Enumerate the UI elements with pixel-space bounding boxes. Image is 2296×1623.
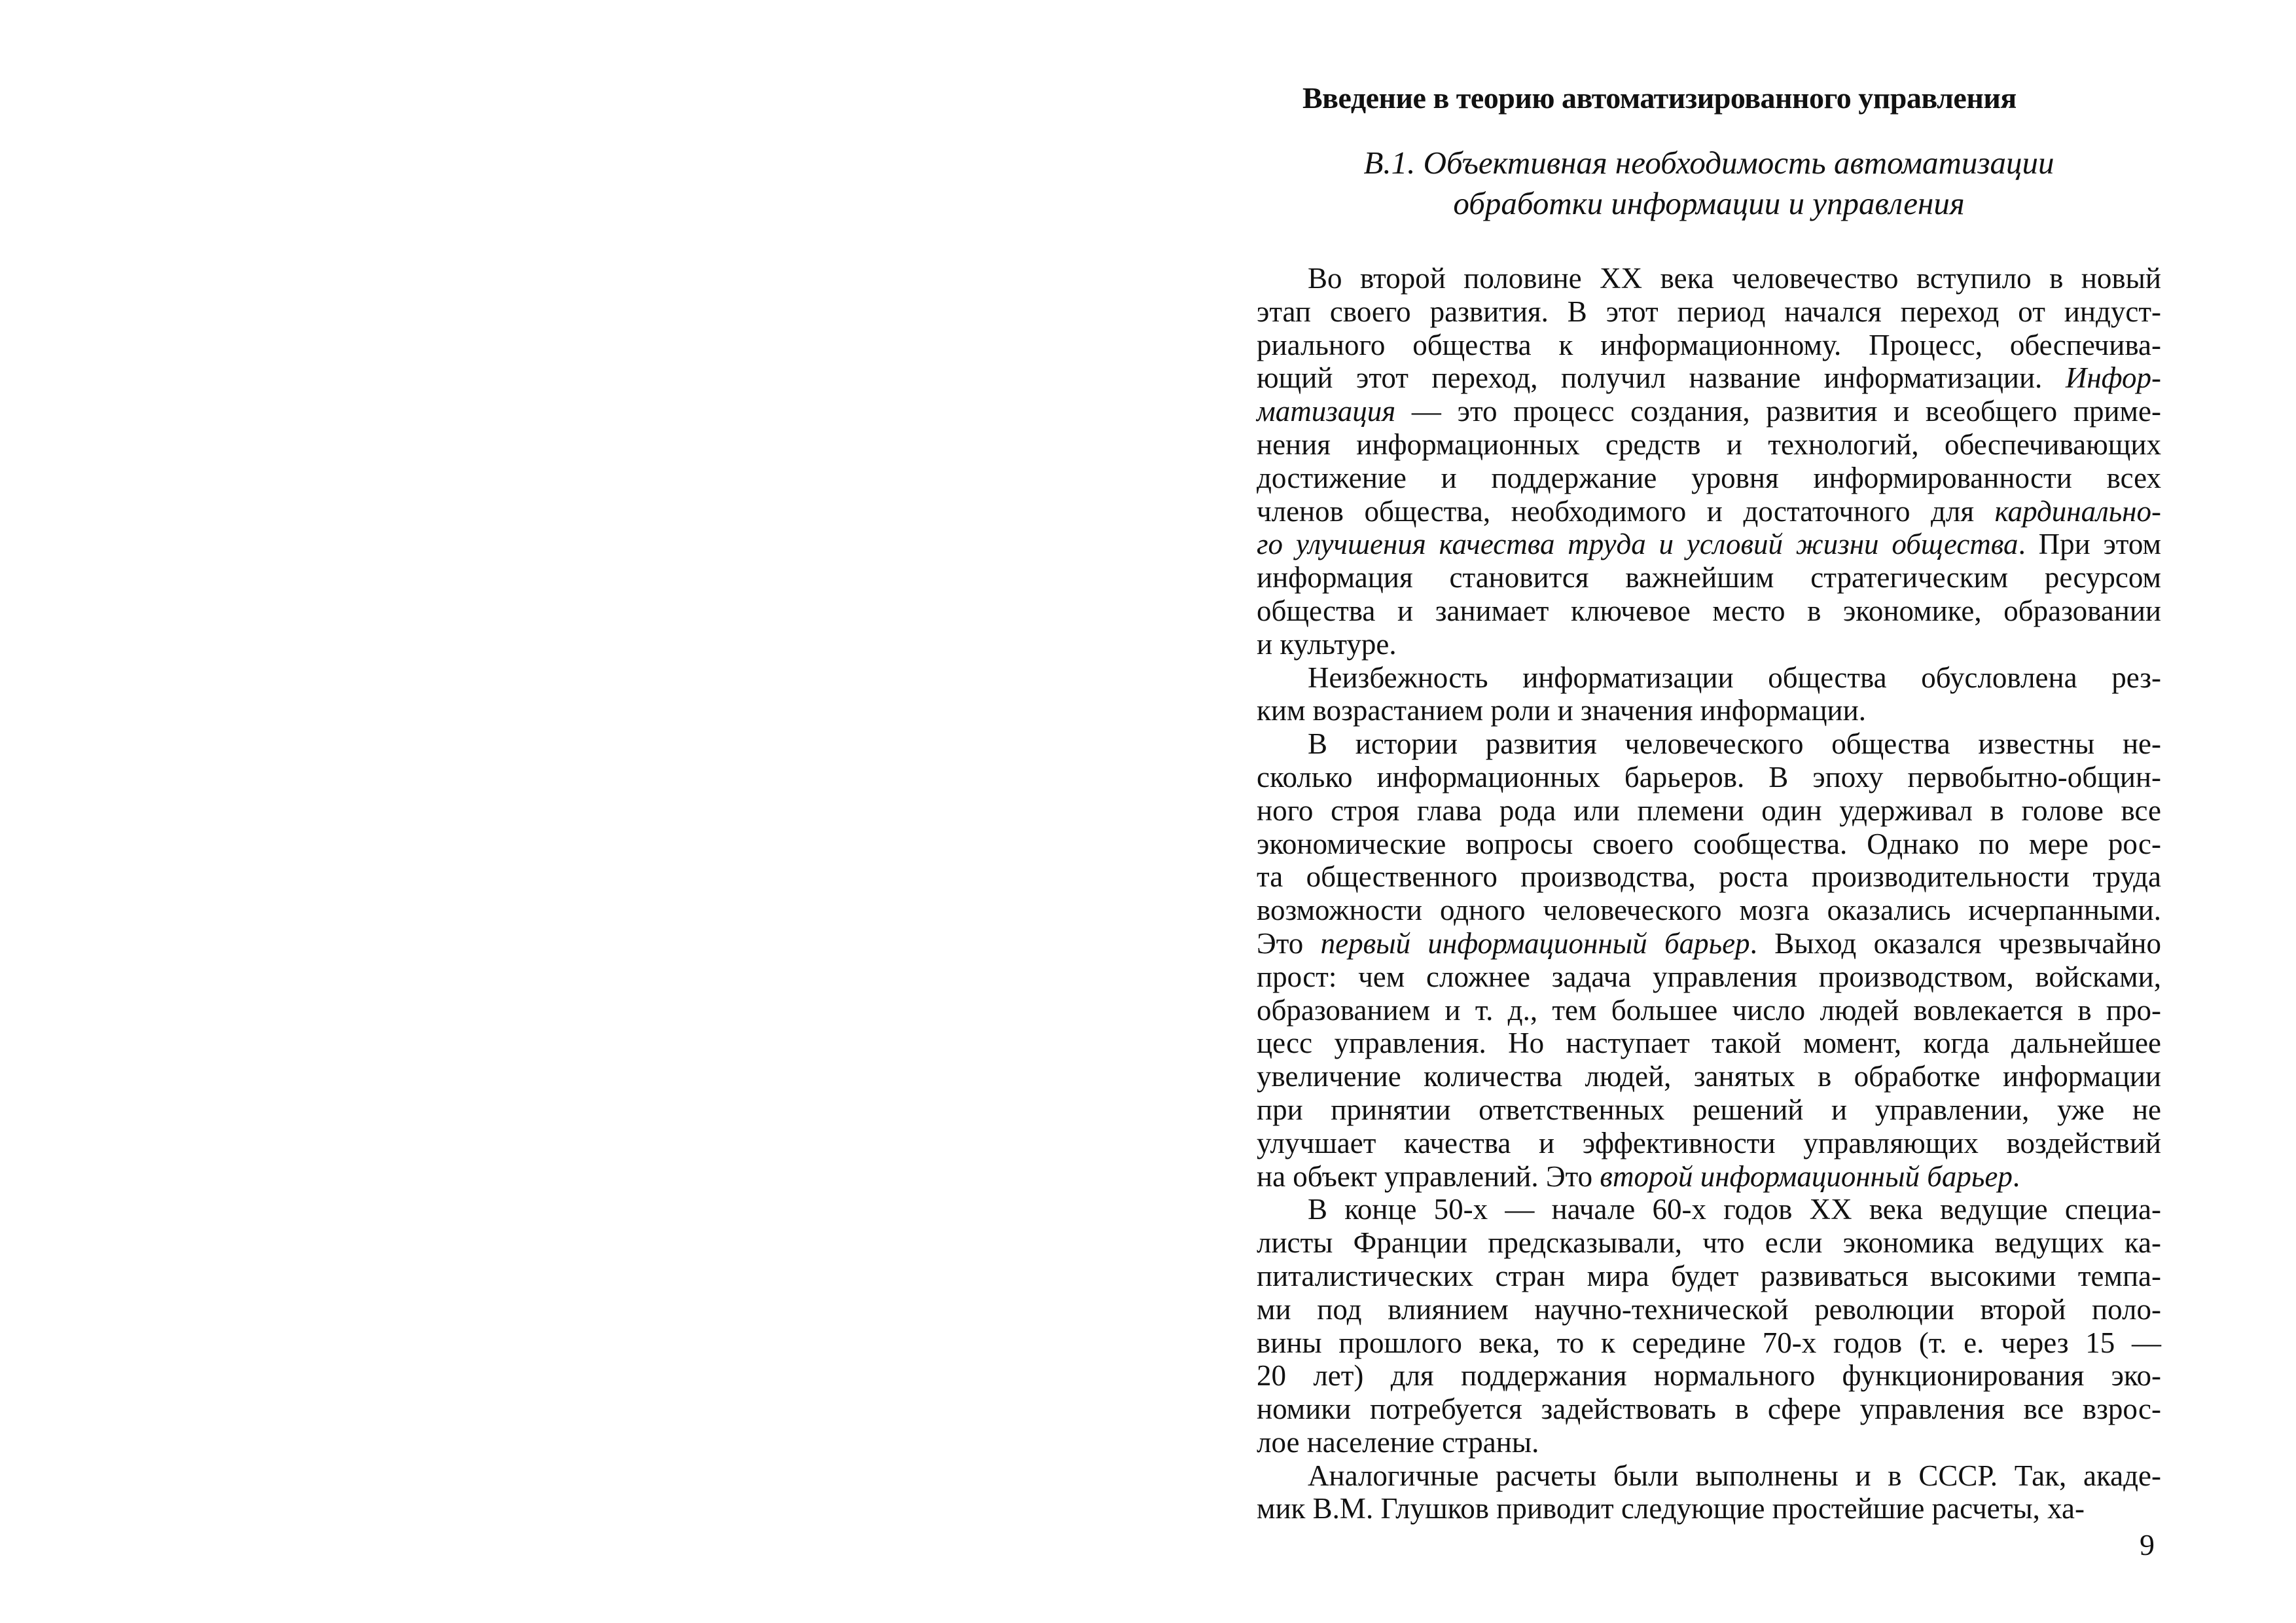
text-line (1257, 462, 2161, 495)
text-run: достижение и поддержание уровня информированности всех (1257, 461, 2161, 494)
text-line (1257, 1359, 2161, 1393)
text-line (1257, 1426, 2161, 1459)
text-line (1257, 628, 2161, 661)
emphasized-term: первый информационный барьер (1320, 926, 1750, 960)
text-line (1257, 1492, 2161, 1525)
text-run: В истории развития человеческого общества известны не- (1308, 727, 2161, 761)
text-line (1257, 561, 2161, 594)
text-line (1257, 361, 2161, 395)
text-line (1257, 1093, 2161, 1127)
text-line (1257, 927, 2161, 960)
text-run: — это процесс создания, развития и всеобщего приме- (1395, 395, 2161, 428)
text-line (1257, 1193, 2161, 1226)
emphasized-term: Инфор- (2065, 361, 2161, 395)
text-line (1257, 295, 2161, 329)
emphasized-term: второй информационный барьер (1600, 1159, 2013, 1193)
text-run: Аналогичные расчеты были выполнены и в СССР. Так, акаде- (1308, 1459, 2161, 1492)
text-run: общества и занимает ключевое место в экономике, образовании (1257, 594, 2161, 627)
text-line (1257, 761, 2161, 794)
paragraph (1257, 262, 2161, 661)
text-line (1257, 1393, 2161, 1426)
text-line (1257, 694, 2161, 727)
section-title-line: обработки информации и управления (1453, 185, 1965, 221)
paragraph (1257, 1459, 2161, 1526)
text-run: Во второй половине XX века человечество вступило в новый (1308, 262, 2161, 295)
text-run: сколько информационных барьеров. В эпоху первобытно-общин- (1257, 760, 2161, 793)
section-title-line: В.1. Объективная необходимость автоматизации (1363, 145, 2054, 181)
text-line (1257, 828, 2161, 861)
paragraph (1257, 1193, 2161, 1459)
text-run: листы Франции предсказывали, что если экономика ведущих ка- (1257, 1226, 2161, 1260)
text-run: Это (1257, 926, 1321, 960)
text-line (1257, 1160, 2161, 1194)
text-line (1257, 960, 2161, 994)
text-line (1257, 1127, 2161, 1160)
text-line (1257, 262, 2161, 295)
paragraph (1257, 661, 2161, 728)
text-line (1257, 528, 2161, 561)
text-line (1257, 994, 2161, 1027)
text-run: возможности одного человеческого мозга оказались исчерпанными. (1257, 894, 2161, 927)
text-run: при принятии ответственных решений и управлении, уже не (1257, 1093, 2161, 1126)
text-line (1257, 661, 2161, 695)
text-run: цесс управления. Но наступает такой момент, когда дальнейшее (1257, 1027, 2161, 1060)
text-run: членов общества, необходимого и достаточного для (1257, 494, 1995, 528)
text-run: Неизбежность информатизации общества обусловлена рез- (1308, 661, 2161, 694)
text-run: образованием и т. д., тем большее число людей вовлекается в про- (1257, 993, 2161, 1027)
text-run: лое население страны. (1257, 1425, 1539, 1459)
text-run: экономические вопросы своего сообщества. Однако по мере рос- (1257, 827, 2161, 860)
text-run: улучшает качества и эффективности управляющих воздействий (1257, 1126, 2161, 1159)
text-line (1257, 894, 2161, 927)
text-line (1257, 428, 2161, 462)
body-text (1257, 262, 2161, 1525)
text-run: ного строя глава рода или племени один удерживал в голове все (1257, 793, 2161, 827)
text-run: увеличение количества людей, занятых в обработке информации (1257, 1060, 2161, 1093)
emphasized-term: кардинально- (1994, 494, 2161, 528)
text-run: ким возрастанием роли и значения информации. (1257, 694, 1866, 727)
text-run: вины прошлого века, то к середине 70-х годов (т. е. через 15 — (1257, 1326, 2161, 1359)
text-run: риального общества к информационному. Процесс, обеспечива- (1257, 328, 2161, 361)
text-line (1257, 860, 2161, 894)
section-title (1257, 143, 2161, 224)
emphasized-term: матизация (1257, 395, 1396, 428)
text-line (1257, 495, 2161, 528)
chapter-title: Введение в теорию автоматизированного управления (1302, 81, 2017, 115)
text-run: 20 лет) для поддержания нормального функционирования эко- (1257, 1359, 2161, 1393)
text-line (1257, 794, 2161, 828)
text-line (1257, 594, 2161, 628)
text-line (1257, 1027, 2161, 1060)
text-run: информация становится важнейшим стратегическим ресурсом (1257, 561, 2161, 594)
text-run: ющий этот переход, получил название информатизации. (1257, 361, 2066, 395)
text-run: номики потребуется задействовать в сфере управления все взрос- (1257, 1393, 2161, 1426)
text-run: питалистических стран мира будет развиваться высокими темпа- (1257, 1259, 2161, 1292)
paragraph (1257, 727, 2161, 1193)
text-run: этап своего развития. В этот период начался переход от индуст- (1257, 295, 2161, 328)
text-line (1257, 1293, 2161, 1326)
text-line (1257, 1459, 2161, 1493)
text-line (1257, 727, 2161, 761)
text-line (1257, 395, 2161, 428)
text-run: прост: чем сложнее задача управления производством, войсками, (1257, 960, 2161, 993)
text-line (1257, 1060, 2161, 1093)
text-run: нения информационных средств и технологий, обеспечивающих (1257, 428, 2161, 461)
text-run: . (2012, 1159, 2020, 1193)
text-run: мик В.М. Глушков приводит следующие простейшие расчеты, ха- (1257, 1492, 2085, 1525)
text-run: на объект управлений. Это (1257, 1159, 1600, 1193)
text-run: ми под влиянием научно-технической революции второй поло- (1257, 1292, 2161, 1326)
emphasized-term: го улучшения качества труда и условий жизни общества (1257, 528, 2018, 561)
text-line (1257, 1260, 2161, 1293)
text-run: . Выход оказался чрезвычайно (1749, 926, 2161, 960)
text-run: и культуре. (1257, 627, 1397, 661)
text-run: та общественного производства, роста производительности труда (1257, 860, 2161, 894)
text-line (1257, 329, 2161, 362)
text-run: . При этом (2018, 528, 2161, 561)
text-line (1257, 1326, 2161, 1360)
text-page (1257, 79, 2161, 1597)
text-line (1257, 1226, 2161, 1260)
page-number: 9 (2140, 1528, 2155, 1561)
text-run: В конце 50-х — начале 60-х годов XX века ведущие специа- (1308, 1193, 2161, 1226)
